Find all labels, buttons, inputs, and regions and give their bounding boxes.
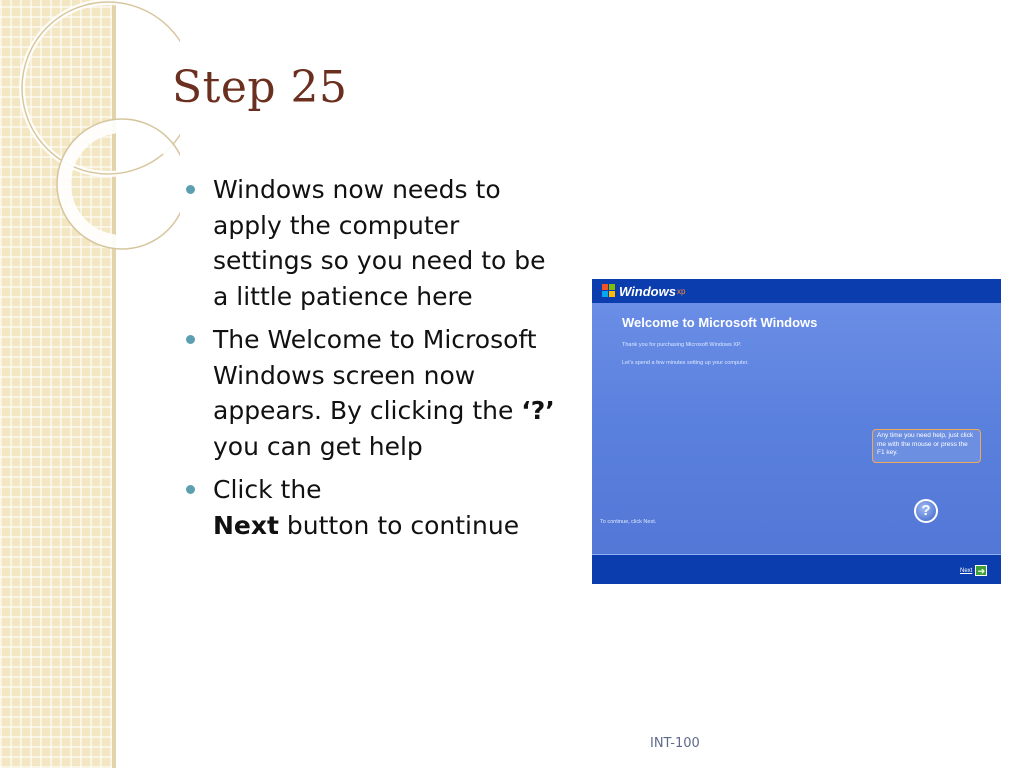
windows-welcome-screenshot <box>592 279 1001 584</box>
slide-title: Step 25 <box>172 62 348 113</box>
bullet-strong: Next <box>213 510 279 540</box>
bullet-text: The Welcome to Microsoft Windows screen now appears. By clicking the <box>213 325 537 425</box>
windows-logo-xp: xp <box>676 286 686 296</box>
bullet-text: you can get help <box>213 431 423 461</box>
help-question-icon[interactable]: ? <box>914 499 938 523</box>
bullet-item <box>186 322 556 464</box>
bullet-icon <box>186 185 195 194</box>
bullet-icon <box>186 335 195 344</box>
welcome-heading: Welcome to Microsoft Windows <box>622 315 818 330</box>
arrow-right-icon: ➔ <box>975 565 987 576</box>
decorative-circles-icon <box>0 0 180 260</box>
continue-instruction: To continue, click Next. <box>600 519 657 525</box>
next-button-label: Next <box>960 567 973 574</box>
welcome-text-line: Let's spend a few minutes setting up your computer. <box>622 360 749 366</box>
windows-logo-text: Windows <box>619 283 676 299</box>
bullet-text: button to continue <box>278 510 520 540</box>
windows-flag-icon <box>602 284 616 298</box>
screenshot-top-bar <box>592 279 1001 303</box>
welcome-text-line: Thank you for purchasing Microsoft Windows XP. <box>622 342 742 348</box>
bullet-list <box>186 172 556 551</box>
bullet-text: Click the <box>213 475 322 504</box>
slide-footer: INT-100 <box>650 736 700 751</box>
bullet-text: Windows now needs to apply the computer settings so you need to be a little patience here <box>213 175 546 311</box>
screenshot-bottom-bar <box>592 555 1001 584</box>
next-button[interactable] <box>960 565 987 576</box>
bullet-strong: ‘?’ <box>521 396 555 425</box>
bullet-item <box>186 172 556 314</box>
help-balloon: Any time you need help, just click me with the mouse or press the F1 key. <box>872 429 981 463</box>
windows-logo <box>602 282 685 300</box>
bullet-item <box>186 472 556 543</box>
bullet-icon <box>186 485 195 494</box>
